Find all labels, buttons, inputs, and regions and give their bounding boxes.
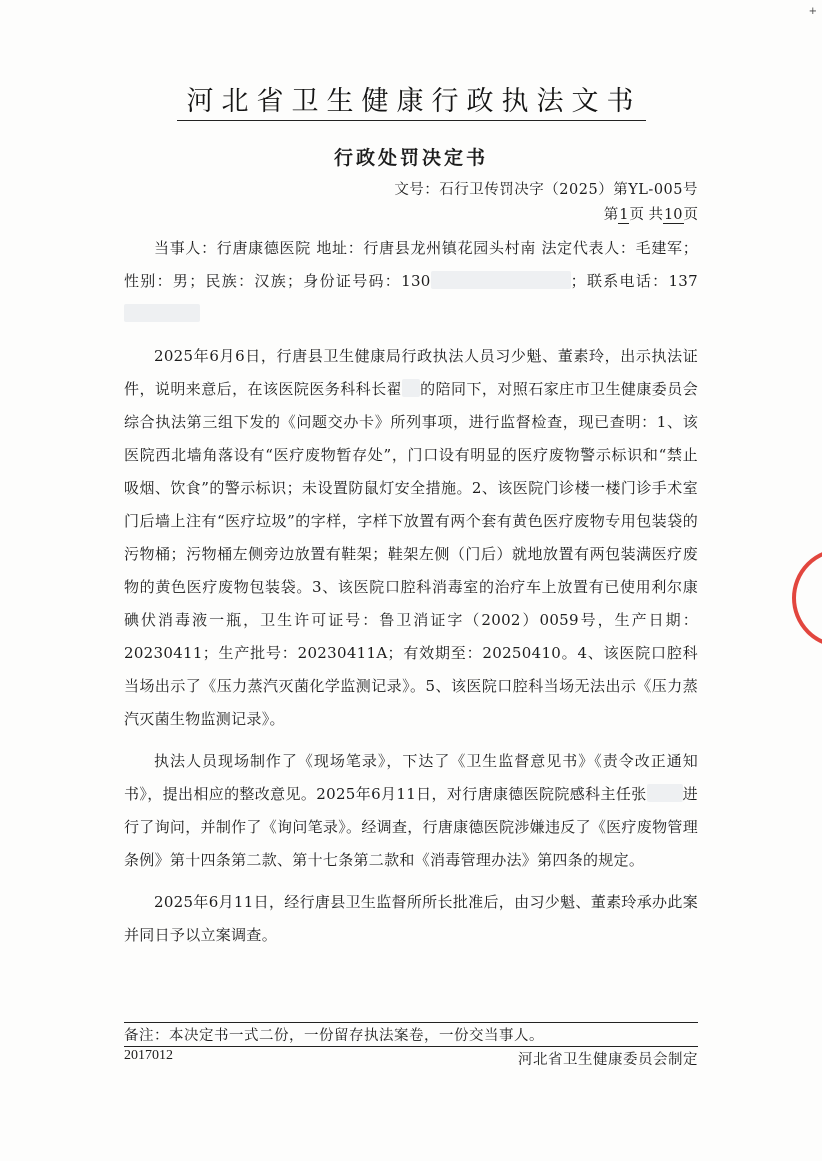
page-current: 1 — [619, 207, 629, 223]
document-body — [124, 232, 698, 961]
investigation-text-b: 进行了询问，并制作了《询问笔录》。经调查，行唐康德医院涉嫌违反了《医疗废物管理条例》第十四条第二款、第十七条第二款和《消毒管理办法》第四条的规定。 — [124, 785, 698, 869]
party-info-phone: ；联系电话：137 — [570, 272, 698, 290]
paragraph-inspection — [124, 340, 698, 736]
page-middle: 页 共 — [629, 207, 664, 223]
party-info-text: 当事人：行唐康德医院 地址：行唐县龙州镇花园头村南 法定代表人：毛建军；性别：男；民族：汉族；身份证号码：130 — [124, 239, 698, 290]
redacted-id-number — [431, 271, 571, 289]
issuing-authority: 河北省卫生健康委员会制定 — [518, 1052, 698, 1068]
header-title-text: 河北省卫生健康行政执法文书 — [177, 86, 646, 121]
page-prefix: 第 — [603, 207, 619, 223]
remark-text: 备注：本决定书一式二份，一份留存执法案卷，一份交当事人。 — [124, 1028, 544, 1044]
paragraph-investigation — [124, 745, 698, 877]
document-number: 文号：石行卫传罚决字（2025）第YL-005号 — [394, 182, 698, 198]
corner-mark: + — [808, 6, 816, 17]
redacted-name-1 — [402, 379, 420, 397]
paragraph-case-filing: 2025年6月11日，经行唐县卫生监督所所长批准后，由习少魁、董素玲承办此案并同日予以立案调查。 — [124, 893, 698, 944]
document-title: 行政处罚决定书 — [333, 147, 488, 169]
paragraph-party-info — [124, 232, 698, 331]
header-title — [0, 86, 822, 121]
inspection-text-b: 的陪同下，对照石家庄市卫生健康委员会综合执法第三组下发的《问题交办卡》所列事项，进行监督检查，现已查明：1、该医院西北墙角落设有“医疗废物暂存处”，门口设有明显的医疗废物警示标识和“禁止吸烟、饮食”的警示标识；未设置防鼠灯安全措施。2、该医院门诊楼一楼门诊手术室门后墙上注有“医疗垃圾”的字样，字样下放置有两个套有黄色医疗废物专用包装袋的污物桶；污物桶左侧旁边放置有鞋架；鞋架左侧（门后）就地放置有两包装满医疗废物的黄色医疗废物包装袋。3、该医院口腔科消毒室的治疗车上放置有已使用利尔康碘伏消毒液一瓶，卫生许可证号：鲁卫消证字（2002）0059号，生产日期：20230411；生产批号：20230411A；有效期至：20250410。4、该医院口腔科当场出示了《压力蒸汽灭菌化学监测记录》。5、该医院口腔科当场无法出示《压力蒸汽灭菌生物监测记录》。 — [124, 380, 698, 728]
investigation-text-a: 执法人员现场制作了《现场笔录》，下达了《卫生监督意见书》《责令改正通知书》，提出相应的整改意见。2025年6月11日，对行唐康德医院院感科主任张 — [124, 752, 698, 803]
inspection-text-a: 2025年6月6日，行唐县卫生健康局行政执法人员习少魁、董素玲，出示执法证件，说明来意后，在该医院医务科科长翟 — [124, 347, 698, 398]
redacted-name-2 — [647, 784, 683, 802]
page-total: 10 — [664, 207, 683, 223]
page-number — [604, 203, 698, 224]
remark-bottom-rule — [124, 1046, 698, 1047]
official-seal-edge — [792, 548, 822, 648]
redacted-phone-number — [124, 304, 200, 322]
page-suffix: 页 — [683, 207, 698, 223]
remark-top-rule — [124, 1022, 698, 1023]
form-code: 2017012 — [124, 1048, 173, 1063]
